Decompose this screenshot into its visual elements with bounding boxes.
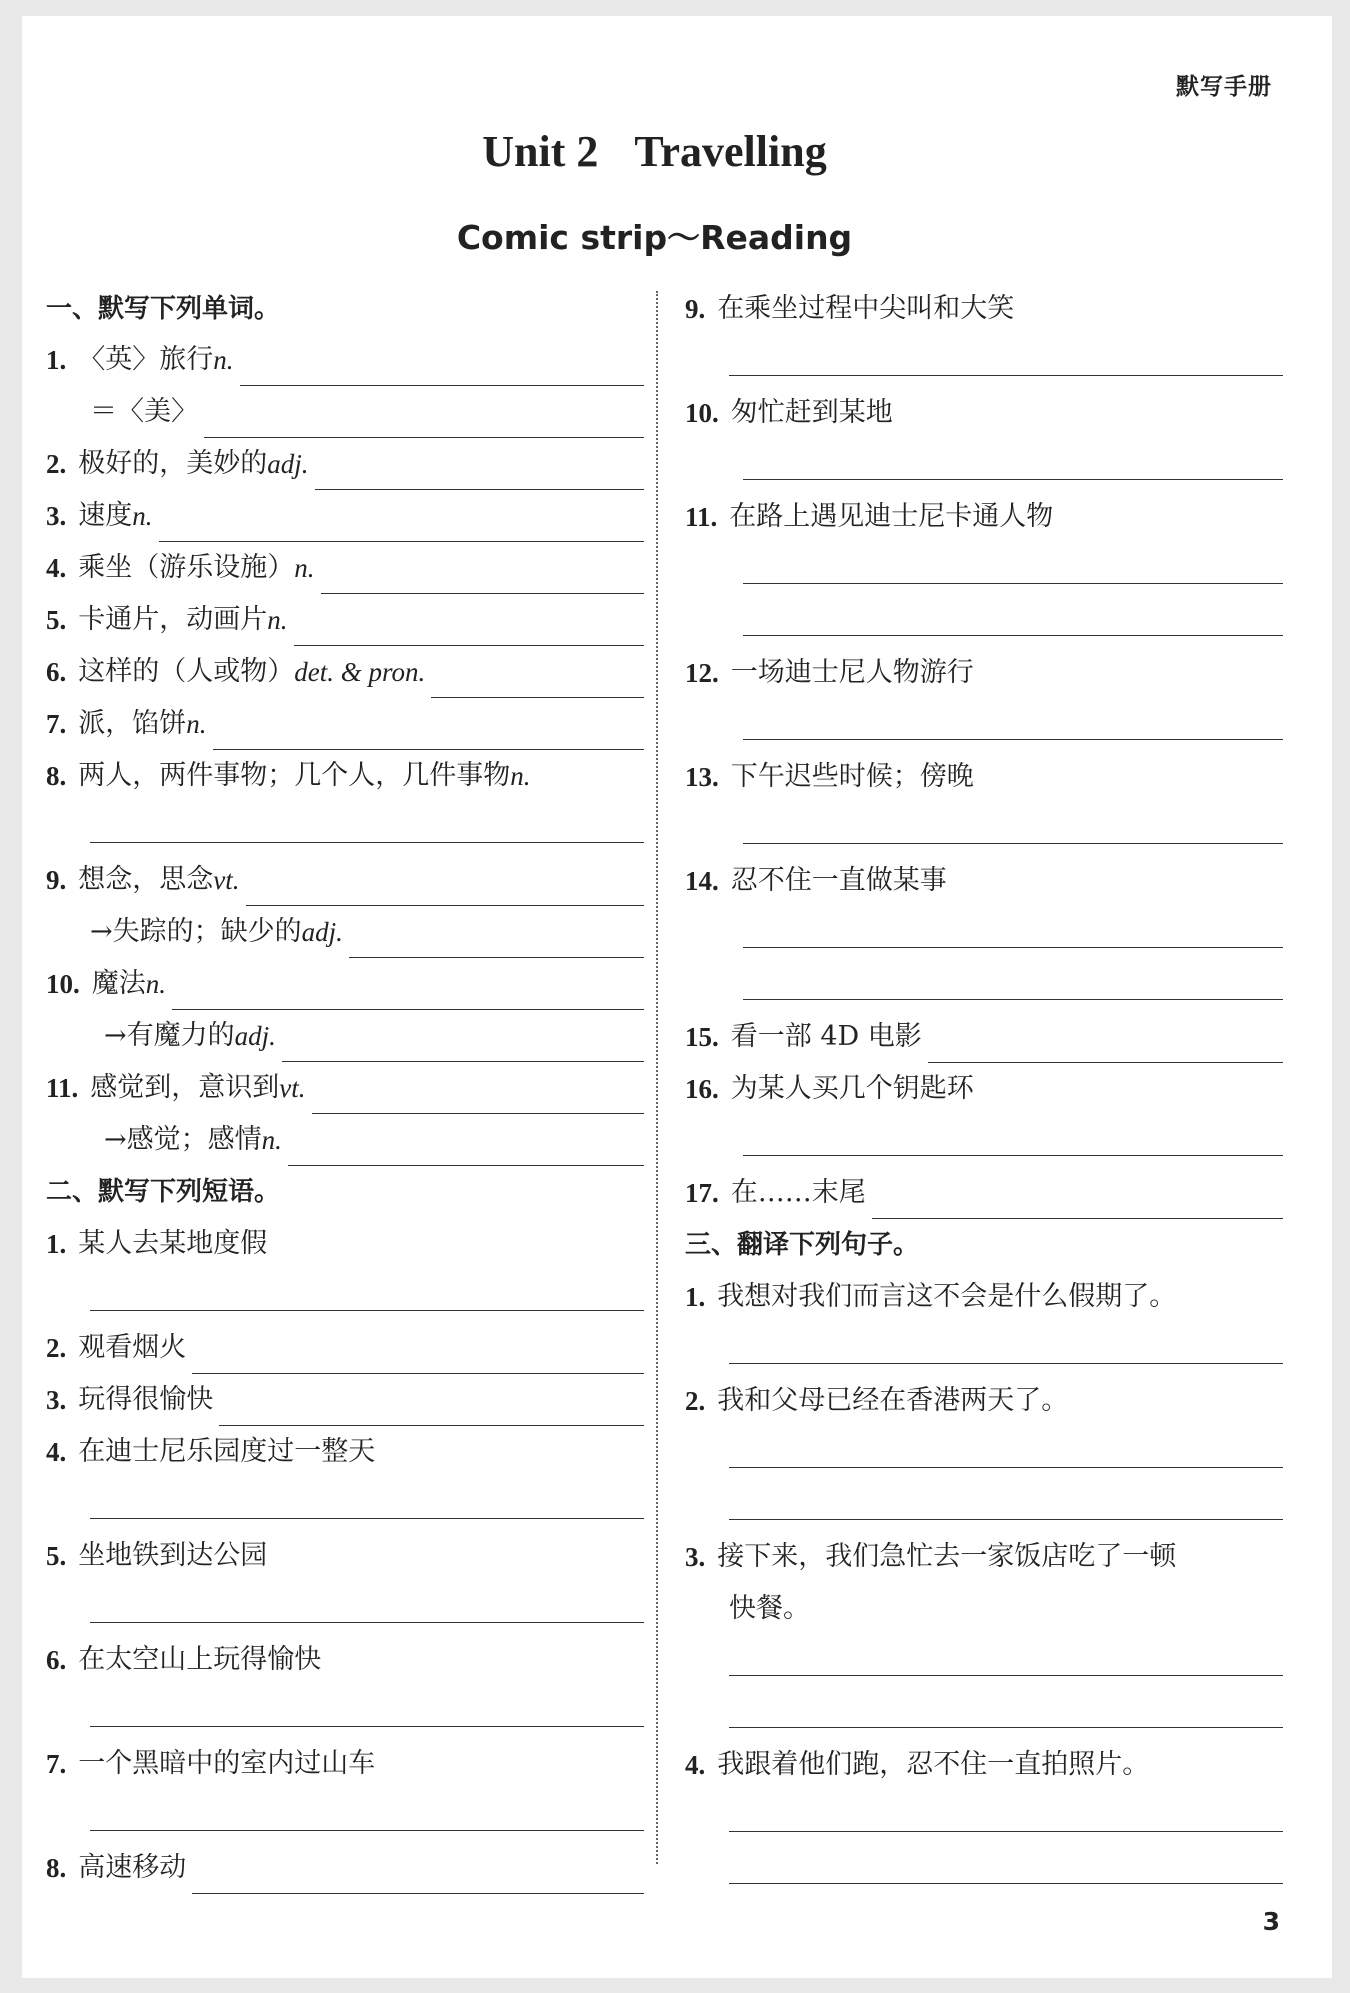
- answer-blank[interactable]: [872, 1180, 1283, 1219]
- unit-topic: Travelling: [634, 127, 827, 176]
- answer-blank[interactable]: [192, 1335, 644, 1374]
- answer-line[interactable]: [743, 1155, 1283, 1156]
- phrase-item-8: 8. 高速移动: [46, 1842, 644, 1894]
- section-heading-phrases: 二、默写下列短语。: [46, 1177, 281, 1207]
- answer-line[interactable]: [90, 1518, 644, 1519]
- unit-number: Unit 2: [482, 127, 599, 176]
- word-item-5: 5. 卡通片，动画片 n.: [46, 594, 644, 646]
- answer-line[interactable]: [743, 947, 1283, 948]
- answer-line[interactable]: [729, 1831, 1283, 1832]
- phrase-item-5: 5. 坐地铁到达公园: [46, 1540, 268, 1571]
- sentence-item-1: 1. 我想对我们而言这不会是什么假期了。: [685, 1281, 1177, 1312]
- answer-blank[interactable]: [312, 1075, 644, 1114]
- answer-blank[interactable]: [192, 1855, 644, 1894]
- phrase-item-3: 3. 玩得很愉快: [46, 1374, 644, 1426]
- answer-line[interactable]: [729, 1363, 1283, 1364]
- answer-blank[interactable]: [288, 1127, 644, 1166]
- phrase-item-15: 15. 看一部 4D 电影: [685, 1011, 1283, 1063]
- phrase-item-13: 13. 下午迟些时候；傍晚: [685, 761, 974, 792]
- answer-line[interactable]: [743, 843, 1283, 844]
- answer-line[interactable]: [729, 1727, 1283, 1728]
- unit-title: [22, 126, 1287, 177]
- answer-line[interactable]: [90, 1310, 644, 1311]
- word-item-7: 7. 派，馅饼 n.: [46, 698, 644, 750]
- answer-line[interactable]: [90, 1830, 644, 1831]
- phrase-item-9: 9. 在乘坐过程中尖叫和大笑: [685, 293, 1015, 324]
- answer-line[interactable]: [90, 1622, 644, 1623]
- answer-blank[interactable]: [219, 1387, 644, 1426]
- answer-line[interactable]: [743, 635, 1283, 636]
- word-item-1: 1. 〈英〉旅行 n.: [46, 334, 644, 386]
- answer-blank[interactable]: [282, 1023, 644, 1062]
- answer-blank[interactable]: [315, 451, 644, 490]
- section-heading-words: 一、默写下列单词。: [46, 294, 281, 324]
- word-item-10: 10. 魔法 n.: [46, 958, 644, 1010]
- answer-blank[interactable]: [928, 1024, 1283, 1063]
- answer-line[interactable]: [90, 842, 644, 843]
- word-item-6: 6. 这样的（人或物） det. & pron.: [46, 646, 644, 698]
- answer-blank[interactable]: [349, 919, 644, 958]
- column-divider: [656, 291, 658, 1864]
- phrase-item-2: 2. 观看烟火: [46, 1322, 644, 1374]
- handbook-tag: 默写手册: [1176, 74, 1272, 100]
- word-item-11-derived: →感觉；感情 n.: [104, 1114, 644, 1166]
- answer-line[interactable]: [729, 1467, 1283, 1468]
- phrase-item-14: 14. 忍不住一直做某事: [685, 865, 947, 896]
- word-item-9: 9. 想念，思念 vt.: [46, 854, 644, 906]
- word-item-11: 11. 感觉到，意识到 vt.: [46, 1062, 644, 1114]
- answer-line[interactable]: [729, 375, 1283, 376]
- word-item-4: 4. 乘坐（游乐设施） n.: [46, 542, 644, 594]
- phrase-item-11: 11. 在路上遇见迪士尼卡通人物: [685, 501, 1054, 532]
- phrase-item-17: 17. 在……末尾: [685, 1167, 1283, 1219]
- word-item-1-alt: ＝〈美〉: [90, 386, 644, 438]
- phrase-item-6: 6. 在太空山上玩得愉快: [46, 1644, 322, 1675]
- phrase-item-1: 1. 某人去某地度假: [46, 1228, 268, 1259]
- answer-line[interactable]: [729, 1675, 1283, 1676]
- answer-blank[interactable]: [172, 971, 644, 1010]
- page-number: 3: [1262, 1907, 1280, 1936]
- answer-line[interactable]: [729, 1519, 1283, 1520]
- answer-blank[interactable]: [240, 347, 645, 386]
- phrase-item-4: 4. 在迪士尼乐园度过一整天: [46, 1436, 376, 1467]
- word-item-9-derived: →失踪的；缺少的 adj.: [90, 906, 644, 958]
- answer-blank[interactable]: [213, 711, 645, 750]
- sentence-item-4: 4. 我跟着他们跑，忍不住一直拍照片。: [685, 1749, 1150, 1780]
- section-heading-sentences: 三、翻译下列句子。: [685, 1230, 920, 1260]
- answer-blank[interactable]: [204, 399, 644, 438]
- answer-blank[interactable]: [431, 659, 644, 698]
- answer-line[interactable]: [743, 999, 1283, 1000]
- answer-blank[interactable]: [294, 607, 645, 646]
- sentence-item-3-cont: 快餐。: [729, 1593, 810, 1624]
- answer-blank[interactable]: [321, 555, 645, 594]
- word-item-2: 2. 极好的，美妙的 adj.: [46, 438, 644, 490]
- answer-blank[interactable]: [159, 503, 645, 542]
- word-item-8: 8. 两人，两件事物；几个人，几件事物 n.: [46, 760, 531, 791]
- lesson-subtitle: Comic strip～Reading: [456, 218, 853, 257]
- phrase-item-10: 10. 匆忙赶到某地: [685, 397, 893, 428]
- worksheet-page: [22, 16, 1332, 1978]
- sentence-item-2: 2. 我和父母已经在香港两天了。: [685, 1385, 1069, 1416]
- sentence-item-3: 3. 接下来，我们急忙去一家饭店吃了一顿: [685, 1541, 1177, 1572]
- phrase-item-12: 12. 一场迪士尼人物游行: [685, 657, 974, 688]
- answer-blank[interactable]: [246, 867, 645, 906]
- answer-line[interactable]: [90, 1726, 644, 1727]
- answer-line[interactable]: [743, 739, 1283, 740]
- word-item-3: 3. 速度 n.: [46, 490, 644, 542]
- answer-line[interactable]: [743, 583, 1283, 584]
- word-item-10-derived: →有魔力的 adj.: [104, 1010, 644, 1062]
- phrase-item-7: 7. 一个黑暗中的室内过山车: [46, 1748, 376, 1779]
- phrase-item-16: 16. 为某人买几个钥匙环: [685, 1073, 974, 1104]
- answer-line[interactable]: [729, 1883, 1283, 1884]
- answer-line[interactable]: [743, 479, 1283, 480]
